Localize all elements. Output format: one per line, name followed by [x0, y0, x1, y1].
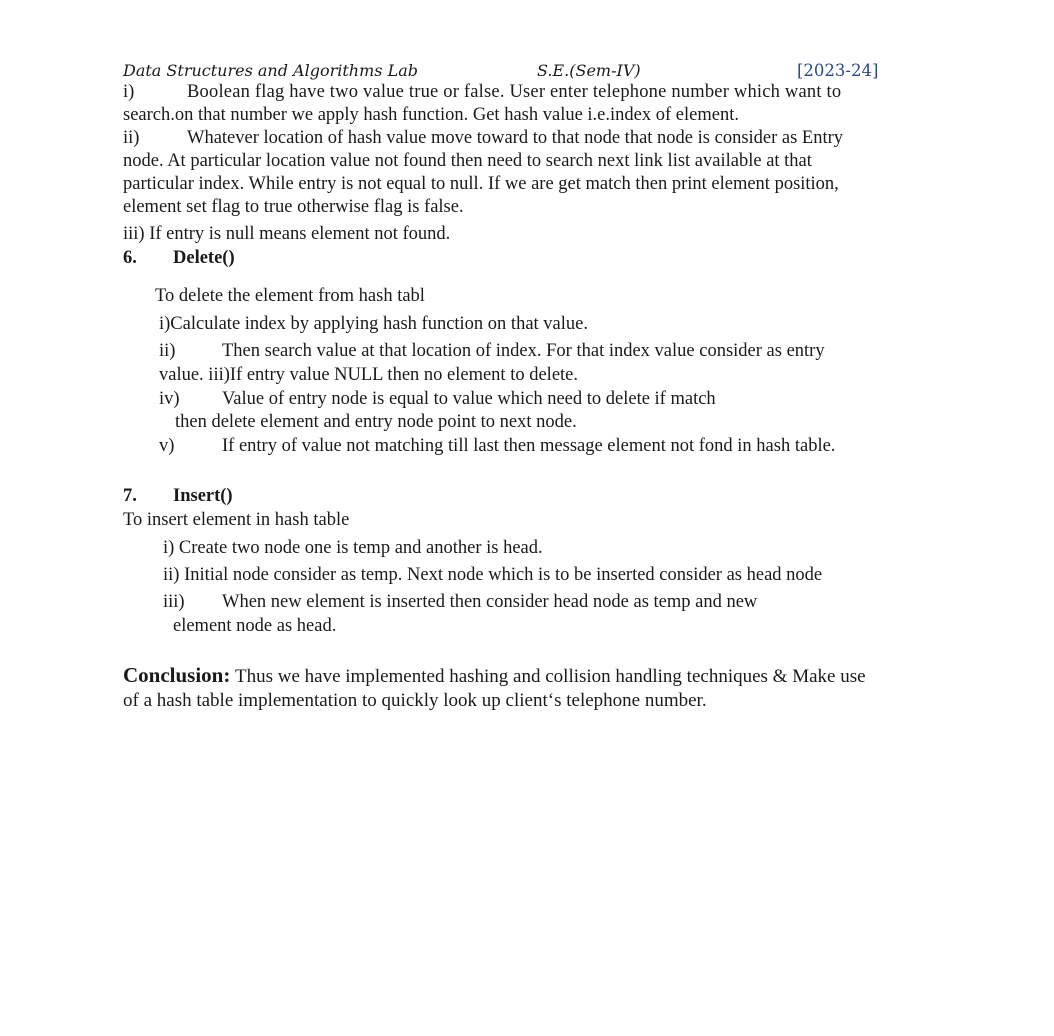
- search-step-3: iii) If entry is null means element not found.: [123, 224, 451, 244]
- delete-section-title: Delete(): [173, 248, 235, 268]
- header-semester: S.E.(Sem-IV): [537, 61, 641, 80]
- conclusion-label: Conclusion:: [123, 663, 231, 687]
- search-step-2-line2: node. At particular location value not found then need to search next link list available at that: [123, 151, 812, 171]
- search-step-1-line2: search.on that number we apply hash function. Get hash value i.e.index of element.: [123, 105, 739, 125]
- search-step-2-marker: ii): [123, 128, 140, 148]
- insert-step-2: ii) Initial node consider as temp. Next node which is to be inserted consider as head node: [163, 565, 823, 585]
- search-step-2-line4: element set flag to true otherwise flag is false.: [123, 197, 464, 217]
- search-step-1-line1: Boolean flag have two value true or false. User enter telephone number which want to: [187, 82, 842, 102]
- delete-step-4-text: Value of entry node is equal to value which need to delete if match: [222, 389, 716, 409]
- insert-step-3-text: When new element is inserted then consider head node as temp and new: [222, 592, 758, 612]
- delete-intro: To delete the element from hash tabl: [155, 286, 425, 306]
- search-step-1-marker: i): [123, 82, 135, 102]
- delete-step-1: i)Calculate index by applying hash function on that value.: [159, 314, 588, 334]
- delete-section-number: 6.: [123, 248, 137, 268]
- delete-step-2-continued: value. iii)If entry value NULL then no element to delete.: [159, 365, 579, 385]
- delete-step-2-text: Then search value at that location of index. For that index value consider as entry: [222, 341, 825, 361]
- insert-section-title: Insert(): [173, 486, 233, 506]
- search-step-2-line3: particular index. While entry is not equal to null. If we are get match then print element position,: [123, 174, 839, 194]
- delete-step-2-marker: ii): [159, 341, 176, 361]
- search-step-2-line1: Whatever location of hash value move toward to that node that node is consider as Entry: [187, 128, 844, 148]
- insert-step-3-continued: element node as head.: [173, 616, 337, 636]
- delete-step-5-text: If entry of value not matching till last then message element not fond in hash table.: [222, 436, 836, 456]
- insert-step-3-marker: iii): [163, 592, 185, 612]
- insert-section-number: 7.: [123, 486, 137, 506]
- insert-intro: To insert element in hash table: [123, 510, 350, 530]
- conclusion-line1: [123, 664, 866, 688]
- header-year: [2023-24]: [797, 61, 879, 80]
- delete-step-4-continued: then delete element and entry node point to next node.: [175, 412, 577, 432]
- delete-step-4-marker: iv): [159, 389, 180, 409]
- conclusion-text-1: Thus we have implemented hashing and collision handling techniques & Make use: [234, 666, 866, 687]
- header-course: Data Structures and Algorithms Lab: [123, 61, 418, 80]
- conclusion-line2: of a hash table implementation to quickly look up client‘s telephone number.: [123, 690, 707, 711]
- insert-step-1: i) Create two node one is temp and another is head.: [163, 538, 543, 558]
- delete-step-5-marker: v): [159, 436, 175, 456]
